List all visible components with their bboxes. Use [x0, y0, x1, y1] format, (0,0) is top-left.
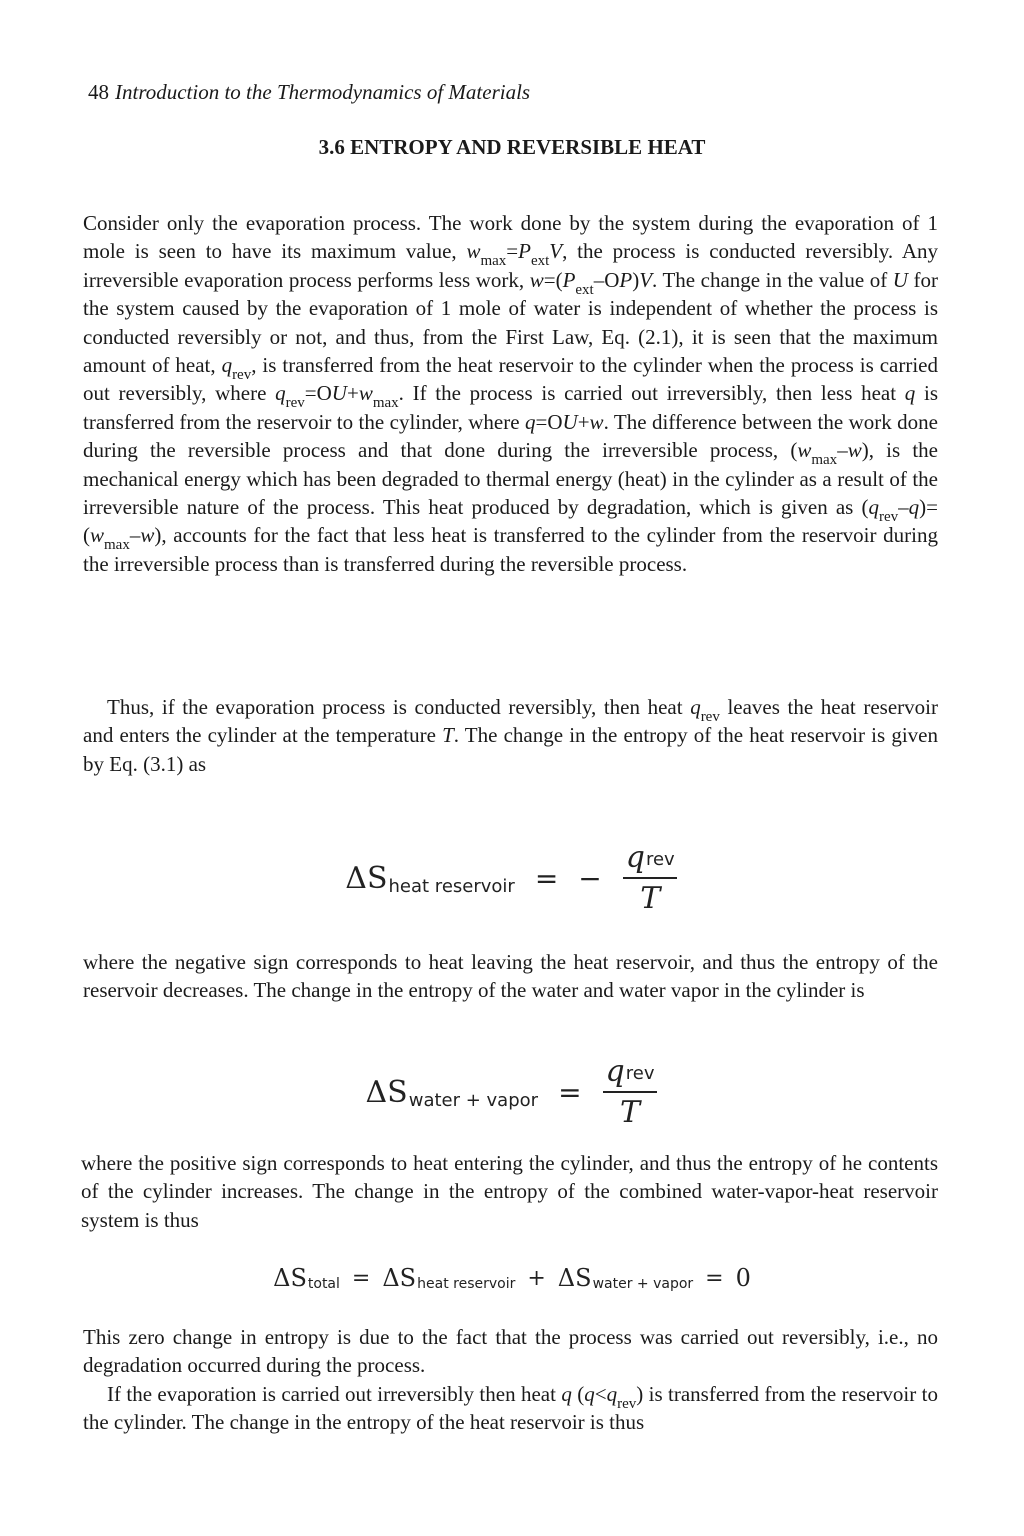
equation-total-entropy: ΔS total = ΔS heat reservoir + ΔS water + vapor = 0: [273, 1264, 751, 1292]
book-title: Introduction to the Thermodynamics of Materials: [115, 80, 531, 104]
paragraph-positive-sign: where the positive sign corresponds to heat entering the cylinder, and thus the entropy of he contents of the cylinder increases. The change in the entropy of the combined water-vapor-heat reservoir system is thus: [81, 1151, 938, 1232]
equation-water-vapor-entropy: ΔS water + vapor = $\frac{\text{qrev}}{T}$: [0, 1052, 1024, 1132]
paragraph-evaporation-work: Consider only the evaporation process. The work done by the system during the evaporation of 1 mole is seen to have its maximum value, $w_{max}=P_{ext}V$, the process is conducted reversibly. Any irreversible evaporation process performs less work, $w=(P_{ext}-OP)V$. The change in the value of U for the system caused by the evaporation of 1 mole of water is independent of whether the process is conducted reversibly or not, and thus, from the First Law, Eq. (2.1), it is seen that the maximum amount of heat, $q_{rev}$, is transferred from the heat reservoir to the cylinder when the process is carried out reversibly, where $q_{rev}=OU+w_{max}$. If the process is carried out irreversibly, then less heat q is transferred from the reservoir to the cylinder, where q=OU+w. The difference between the work done during the reversible process and that done during the irreversible process, $(w_{max}-w)$, is the mechanical energy which has been degraded to thermal energy (heat) in the cylinder as a result of the irreversible nature of the process. This heat produced by degradation, which is given as $(q_{rev}-q)=(w_{max}-w)$, accounts for the fact that less heat is transferred to the cylinder from the reservoir during the irreversible process than is transferred during the reversible process.: [83, 211, 938, 576]
running-head: [88, 78, 530, 106]
paragraph-negative-sign: where the negative sign corresponds to heat leaving the heat reservoir, and thus the entropy of the reservoir decreases. The change in the entropy of the water and water vapor in the cylinder is: [83, 950, 938, 1003]
paragraph-irreversible: If the evaporation is carried out irreversibly then heat q $(q<q_{rev})$ is transferred from the reservoir to the cylinder. The change in the entropy of the heat reservoir is thus: [83, 1382, 938, 1435]
paragraph-reversible-heat: Thus, if the evaporation process is conducted reversibly, then heat $q_{rev}$ leaves the heat reservoir and enters the cylinder at the temperature T. The change in the entropy of the heat reservoir is given by Eq. (3.1) as: [83, 695, 938, 776]
fraction-qrev-over-T: $\frac{\text{qrev}}{T}$: [602, 1054, 659, 1130]
paragraph-zero-change: This zero change in entropy is due to the fact that the process was carried out reversibly, i.e., no degradation occurred during the process.: [83, 1325, 938, 1378]
section-heading: 3.6 ENTROPY AND REVERSIBLE HEAT: [318, 135, 706, 159]
page-number: 48: [88, 80, 109, 104]
equation-heat-reservoir-entropy: ΔS heat reservoir = − $\frac{\text{qrev}}{T}$: [0, 838, 1024, 918]
fraction-qrev-over-T: $\frac{\text{qrev}}{T}$: [622, 840, 679, 916]
